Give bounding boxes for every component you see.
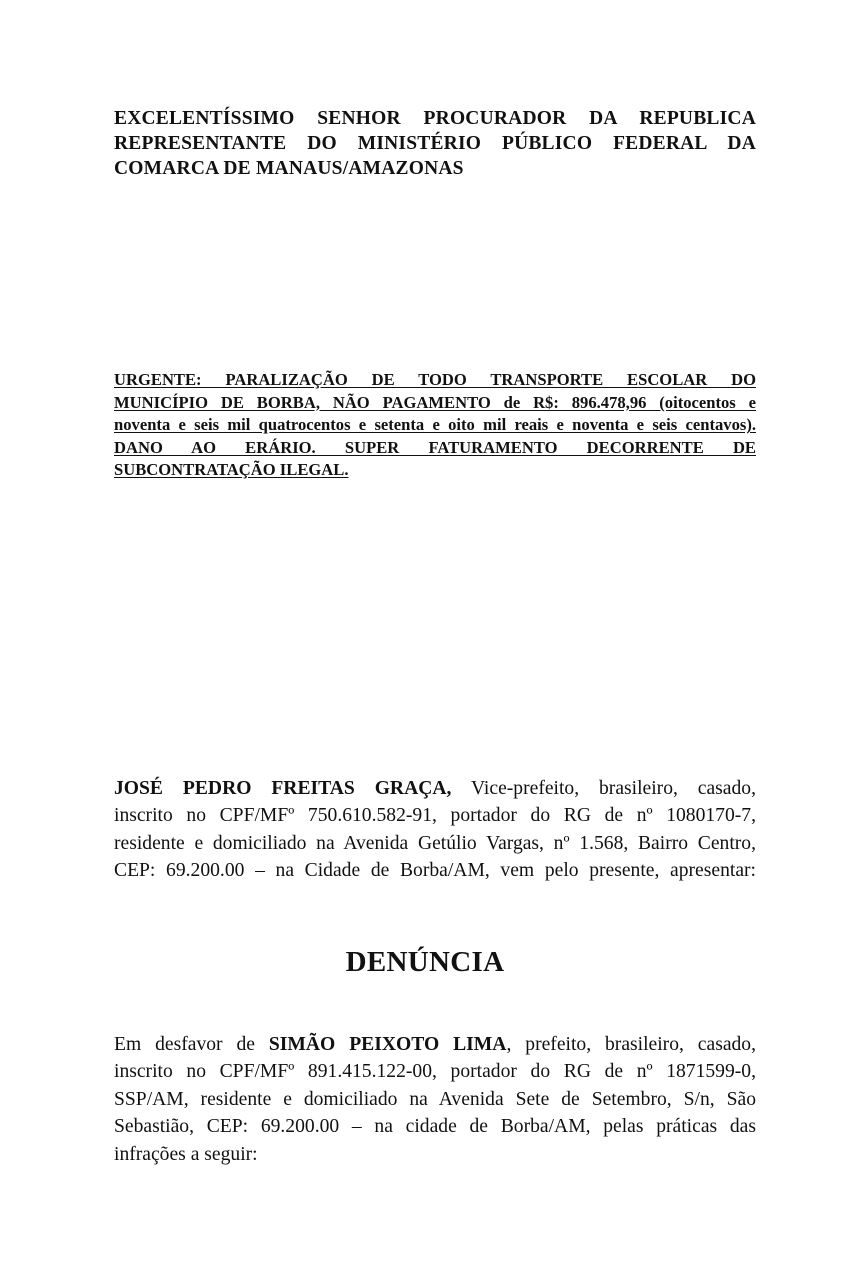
addressee-block bbox=[114, 106, 756, 181]
accused-paragraph bbox=[114, 1031, 756, 1168]
complainant-line: inscrito no CPF/MFº 750.610.582-91, portador do RG de nº 1080170-7, bbox=[114, 805, 756, 827]
addressee-line: EXCELENTÍSSIMO SENHOR PROCURADOR DA REPUBLICA bbox=[114, 108, 756, 129]
accused-text: , prefeito, brasileiro, casado, bbox=[506, 1034, 757, 1055]
accused-line: infrações a seguir: bbox=[114, 1143, 258, 1165]
accused-line bbox=[114, 1031, 756, 1058]
complainant-text: Vice-prefeito, brasileiro, casado, bbox=[451, 778, 756, 799]
addressee-line: REPRESENTANTE DO MINISTÉRIO PÚBLICO FEDERAL DA bbox=[114, 133, 756, 154]
accused-line: SSP/AM, residente e domiciliado na Avenida Sete de Setembro, S/n, São bbox=[114, 1088, 756, 1110]
complainant-paragraph bbox=[114, 775, 756, 885]
complainant-line bbox=[114, 775, 756, 802]
accused-line: Sebastião, CEP: 69.200.00 – na cidade de Borba/AM, pelas práticas das bbox=[114, 1116, 756, 1138]
document-title: DENÚNCIA bbox=[345, 946, 505, 978]
subject-line: MUNICÍPIO DE BORBA, NÃO PAGAMENTO de R$: 896.478,96 (oitocentos e bbox=[114, 392, 756, 412]
complainant-name: JOSÉ PEDRO FREITAS GRAÇA, bbox=[114, 778, 452, 799]
subject-line: SUBCONTRATAÇÃO ILEGAL. bbox=[114, 460, 349, 480]
subject-line: DANO AO ERÁRIO. SUPER FATURAMENTO DECORRENTE DE bbox=[114, 437, 756, 457]
accused-prefix: Em desfavor de bbox=[114, 1034, 269, 1055]
subject-line: URGENTE: PARALIZAÇÃO DE TODO TRANSPORTE ESCOLAR DO bbox=[114, 370, 756, 389]
subject-block bbox=[114, 369, 756, 482]
complainant-line: residente e domiciliado na Avenida Getúlio Vargas, nº 1.568, Bairro Centro, bbox=[114, 832, 756, 854]
accused-name: SIMÃO PEIXOTO LIMA bbox=[268, 1034, 507, 1055]
subject-line: noventa e seis mil quatrocentos e setenta e oito mil reais e noventa e seis centavos). bbox=[114, 415, 756, 435]
addressee-line: COMARCA DE MANAUS/AMAZONAS bbox=[114, 158, 464, 179]
accused-line: inscrito no CPF/MFº 891.415.122-00, portador do RG de nº 1871599-0, bbox=[114, 1061, 756, 1083]
complainant-line: CEP: 69.200.00 – na Cidade de Borba/AM, vem pelo presente, apresentar: bbox=[114, 860, 756, 882]
